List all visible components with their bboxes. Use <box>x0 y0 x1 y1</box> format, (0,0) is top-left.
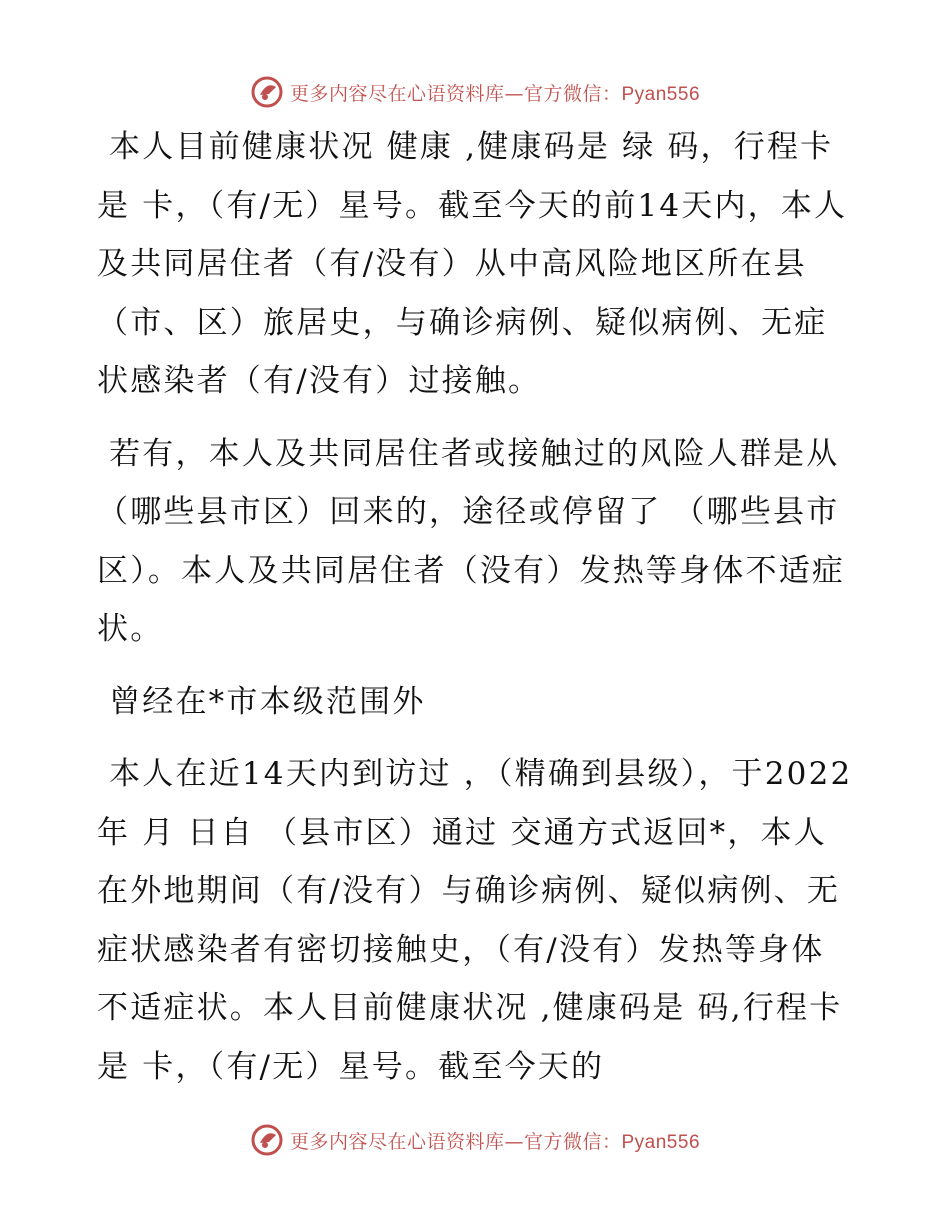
watermark-suffix: 官方微信： <box>523 82 622 105</box>
watermark-id: Pyan556 <box>621 83 701 105</box>
watermark-dash: — <box>504 1130 524 1153</box>
header-watermark <box>0 72 950 112</box>
watermark-id: Pyan556 <box>621 1131 701 1153</box>
paragraph-health-status: 本人目前健康状况 健康 ,健康码是 绿 码，行程卡是 卡，（有/无）星号。截至今天的前14天内，本人及共同居住者（有/没有）从中高风险地区所在县（市、区）旅居史，与确诊病例、疑似病例、无症状感染者（有/没有）过接触。 <box>97 129 848 399</box>
watermark-text: 更多内容尽在心语资料库 <box>289 82 505 105</box>
watermark-dash: — <box>504 82 524 105</box>
paragraph-risk-contacts: 若有，本人及共同居住者或接触过的风险人群是从 （哪些县市区）回来的，途径或停留了 （哪些县市区）。本人及共同居住者（没有）发热等身体不适症状。 <box>97 435 852 647</box>
watermark-logo-icon <box>250 1123 284 1157</box>
watermark-suffix: 官方微信： <box>523 1130 622 1153</box>
footer-watermark <box>0 1120 950 1160</box>
document-body <box>97 118 857 1110</box>
paragraph-section-heading: 曾经在*市本级范围外 <box>97 683 426 720</box>
paragraph-travel-declaration: 本人在近14天内到访过 ，（精确到县级），于2022年 月 日自 （县市区）通过 交通方式返回*，本人在外地期间（有/没有）与确诊病例、疑似病例、无症状感染者有密切接触史，（有/没有）发热等身体不适症状。本人目前健康状况 ,健康码是 码,行程卡是 卡，（有/无）星号。截至今天的 <box>97 756 853 1085</box>
watermark-logo-icon <box>250 75 284 109</box>
watermark-text: 更多内容尽在心语资料库 <box>289 1130 505 1153</box>
